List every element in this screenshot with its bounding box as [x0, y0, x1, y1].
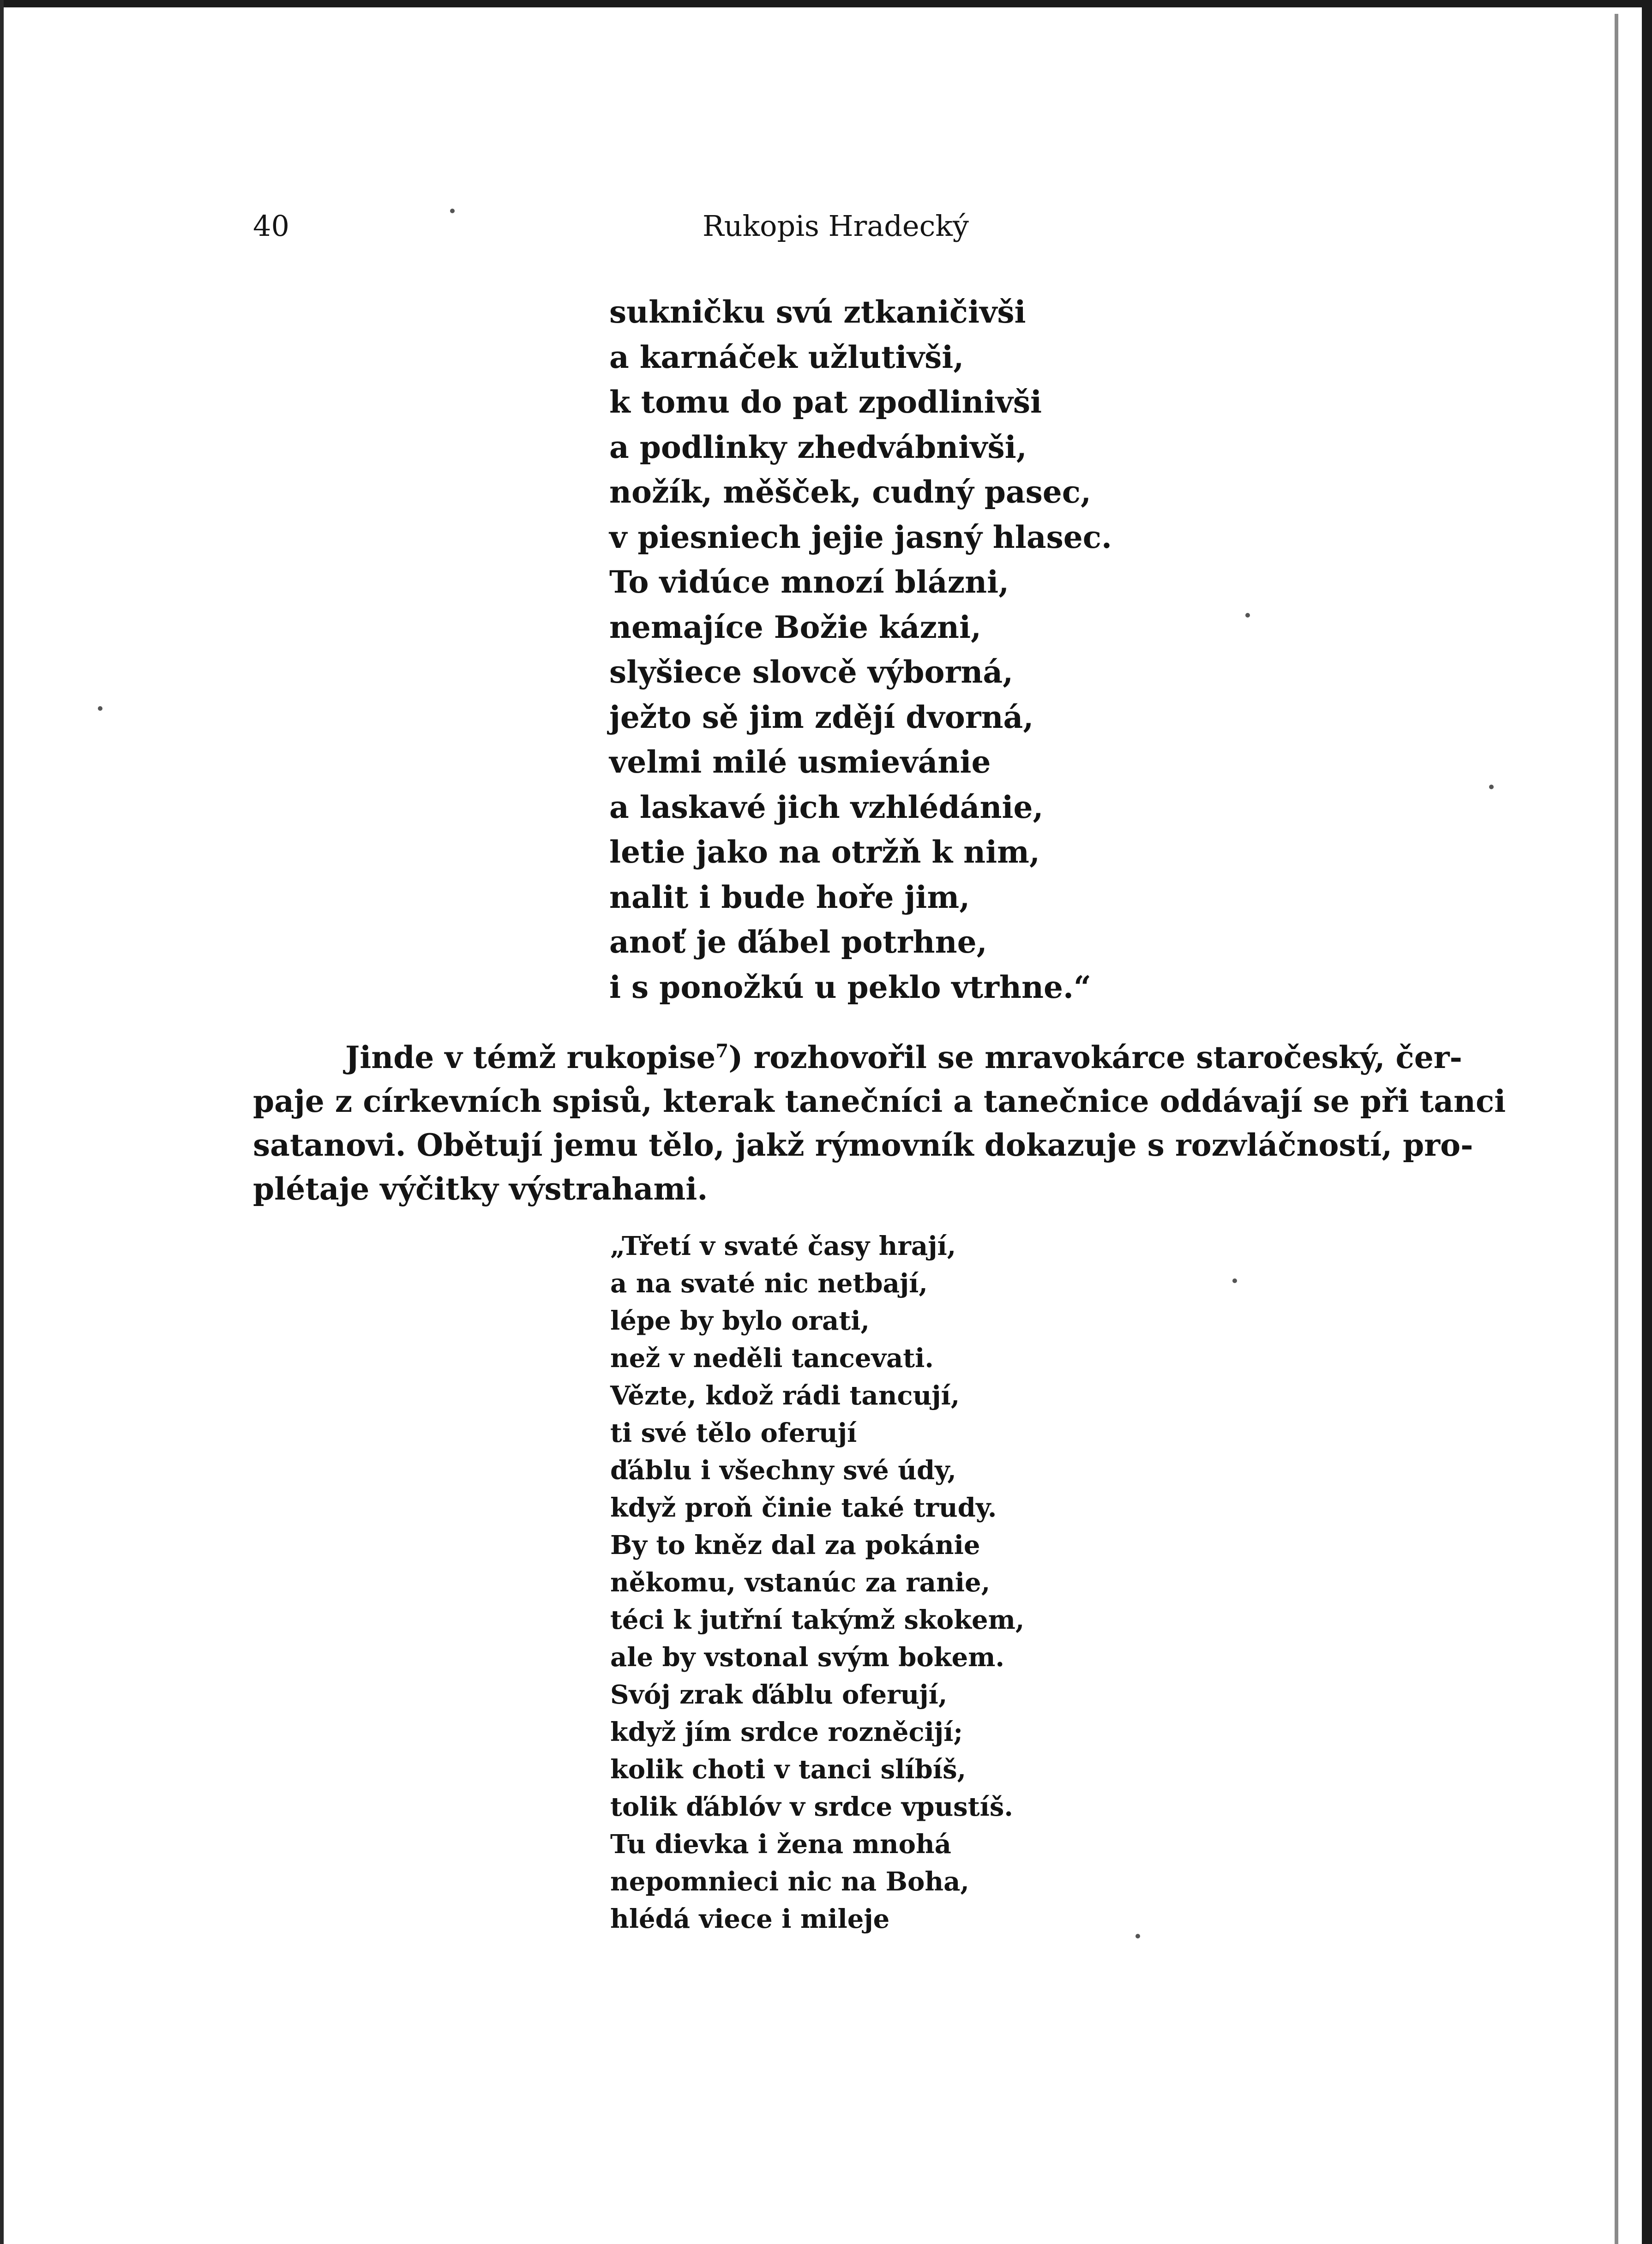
verse-line: ďáblu i všechny své údy,	[610, 1455, 956, 1486]
verse-line: anoť je ďábel potrhne,	[609, 924, 987, 960]
verse-line: ti své tělo oferují	[610, 1418, 857, 1448]
scan-speck	[1489, 785, 1494, 789]
scan-speck	[450, 209, 455, 213]
verse-line: Vězte, kdož rádi tancují,	[610, 1380, 960, 1411]
prose-line: paje z církevních spisů, kterak tanečníci a tanečnice oddávají se při tanci	[253, 1083, 1506, 1119]
verse-line: a laskavé jich vzhlédánie,	[609, 789, 1044, 825]
scan-speck	[1135, 1934, 1140, 1938]
prose-paragraph	[253, 1036, 1506, 1211]
prose-text: ) rozhovořil se mravokárce staročeský, čer-	[728, 1039, 1462, 1075]
verse-line: někomu, vstanúc za ranie,	[610, 1567, 991, 1598]
verse-line: letie jako na otržň k nim,	[609, 834, 1040, 870]
verse-line: „Třetí v svaté časy hrají,	[610, 1231, 956, 1261]
verse-line: a podlinky zhedvábnivši,	[609, 429, 1027, 465]
scan-border-left	[0, 0, 4, 2244]
verse-line: nemajíce Božie kázni,	[609, 609, 982, 645]
verse-line: tolik ďáblóv v srdce vpustíš.	[610, 1792, 1013, 1822]
verse-line: ježto sě jim zdějí dvorná,	[609, 699, 1034, 735]
verse-line: velmi milé usmievánie	[609, 744, 991, 780]
footnote-marker: 7	[715, 1040, 729, 1062]
verse-line: nožík, měšček, cudný pasec,	[609, 474, 1091, 510]
prose-line: plétaje výčitky výstrahami.	[253, 1171, 708, 1207]
scan-speck	[1232, 1278, 1237, 1283]
scan-border-right	[1642, 0, 1652, 2244]
running-head: Rukopis Hradecký	[703, 209, 969, 243]
verse-line: a na svaté nic netbají,	[610, 1268, 928, 1299]
verse-line: nalit i bude hoře jim,	[609, 879, 970, 915]
verse-line: a karnáček užlutivši,	[609, 339, 964, 375]
verse-line: nepomnieci nic na Boha,	[610, 1866, 969, 1897]
verse-line: By to kněz dal za pokánie	[610, 1530, 980, 1560]
verse-line: Svój zrak ďáblu oferují,	[610, 1680, 948, 1710]
verse-line: lépe by bylo orati,	[610, 1306, 870, 1336]
verse-line: ale by vstonal svým bokem.	[610, 1642, 1004, 1673]
verse-line: když jím srdce rozněcijí;	[610, 1717, 963, 1747]
verse-line: k tomu do pat zpodlinivši	[609, 384, 1042, 420]
verse-line: sukničku svú ztkaničivši	[609, 294, 1026, 330]
verse-block-2	[610, 1228, 1024, 1938]
scan-border-top	[0, 0, 1652, 7]
verse-line: v piesniech jejie jasný hlasec.	[609, 519, 1112, 555]
verse-line: slyšiece slovcě výborná,	[609, 654, 1014, 690]
verse-line: i s ponožkú u peklo vtrhne.“	[609, 969, 1091, 1005]
prose-text: Jinde v témž rukopise	[345, 1039, 716, 1075]
verse-line: hlédá viece i mileje	[610, 1904, 890, 1934]
prose-line: satanovi. Obětují jemu tělo, jakž rýmovník dokazuje s rozvláčností, pro-	[253, 1127, 1473, 1163]
scan-speck	[1245, 613, 1250, 618]
scan-speck	[98, 706, 102, 711]
prose-line	[253, 1036, 1462, 1080]
page-number: 40	[253, 209, 289, 243]
verse-line: Tu dievka i žena mnohá	[610, 1829, 951, 1860]
scan-border-right-shadow	[1615, 14, 1618, 2244]
verse-block-1	[609, 290, 1112, 1010]
verse-line: než v neděli tancevati.	[610, 1343, 934, 1374]
verse-line: téci k jutřní takýmž skokem,	[610, 1605, 1025, 1635]
verse-line: kolik choti v tanci slíbíš,	[610, 1754, 967, 1785]
verse-line: To vidúce mnozí blázni,	[609, 564, 1009, 600]
verse-line: když proň činie také trudy.	[610, 1493, 997, 1523]
